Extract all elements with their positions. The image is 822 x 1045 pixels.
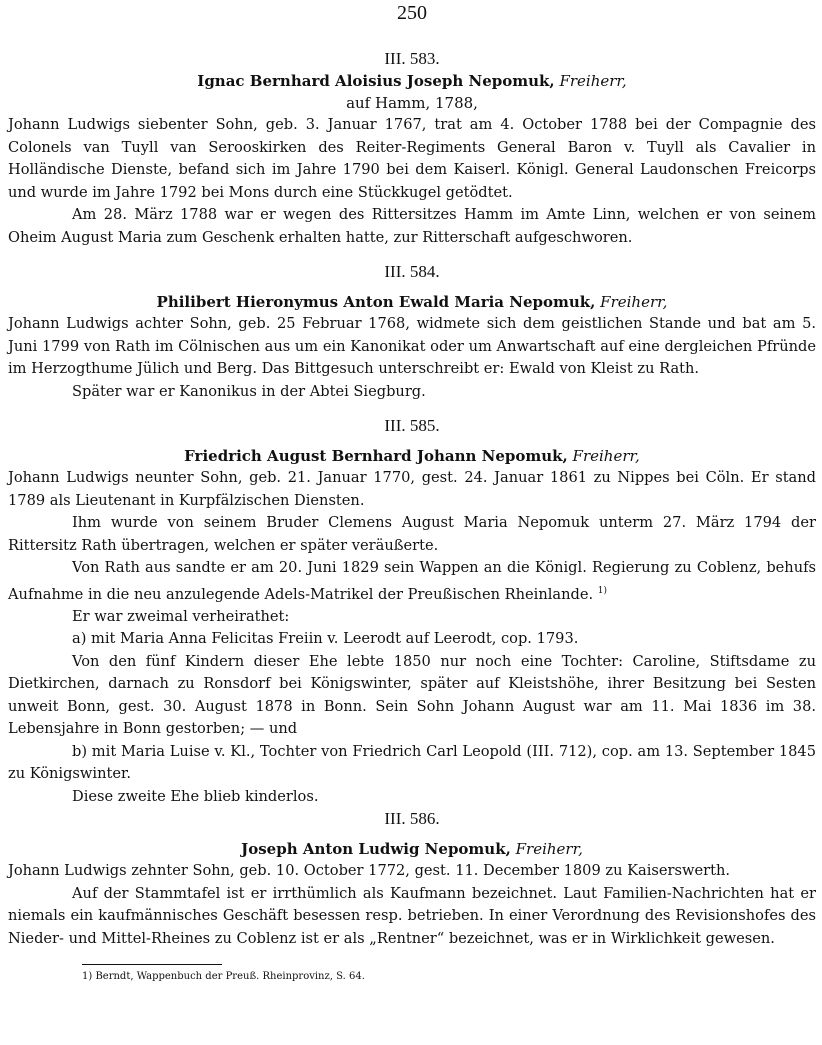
entry-name <box>8 291 816 313</box>
paragraph: Diese zweite Ehe blieb kinderlos. <box>72 787 319 805</box>
entry-number: III. 584. <box>384 262 440 281</box>
entry-583 <box>8 48 816 249</box>
entry-name-text: Joseph Anton Ludwig Nepomuk, <box>241 840 511 859</box>
entry-title: Freiherr, <box>515 840 583 859</box>
entry-title: Freiherr, <box>600 293 668 311</box>
document-page <box>8 0 816 983</box>
paragraph: Am 28. März 1788 war er wegen des Rittersitzes Hamm im Amte Linn, welchen er von seinem Oheim August Maria zum Geschenk erhalten hatte, zur Ritterschaft aufgeschworen. <box>8 206 816 246</box>
paragraph: a) mit Maria Anna Felicitas Freiin v. Leerodt auf Leerodt, cop. 1793. <box>72 630 579 648</box>
entry-name <box>8 838 816 860</box>
paragraph: Von den fünf Kindern dieser Ehe lebte 1850 nur noch eine Tochter: Caroline, Stiftsdame zu Dietkirchen, darnach zu Ronsdorf bei Königswinter, später auf Kleistshöhe, ihrer Besitzung bei Sesten unweit Bonn, gest. 30. August 1878 in Bonn. Sein Sohn Johann August war am 11. Mai 1836 im 38. Lebensjahre in Bonn gestorben; — und <box>8 652 816 738</box>
entry-585 <box>8 415 816 808</box>
paragraph: Johann Ludwigs siebenter Sohn, geb. 3. Januar 1767, trat am 4. October 1788 bei der Compagnie des Colonels van Tuyll van Serooskirken des Reiter-Regiments General Baron v. Tuyll als Cavalier in Holländische Dienste, befand sich im Jahre 1790 bei dem Kaiserl. Königl. General Laudonschen Freicorps und wurde im Jahre 1792 bei Mons durch eine Stückkugel getödtet. <box>8 116 816 201</box>
paragraph: b) mit Maria Luise v. Kl., Tochter von Friedrich Carl Leopold (III. 712), cop. am 13. September 1845 zu Königswinter. <box>8 742 816 783</box>
entry-name-text: Ignac Bernhard Aloisius Joseph Nepomuk, <box>197 72 555 90</box>
paragraph: Er war zweimal verheirathet: <box>72 607 290 625</box>
paragraph: Ihm wurde von seinem Bruder Clemens August Maria Nepomuk unterm 27. März 1794 der Rittersitz Rath übertragen, welchen er später veräußerte. <box>8 514 816 554</box>
entry-584 <box>8 261 816 403</box>
paragraph <box>8 557 816 606</box>
page-number: 250 <box>397 2 427 24</box>
entry-name <box>8 445 816 467</box>
paragraph-text: Von Rath aus sandte er am 20. Juni 1829 sein Wappen an die Königl. Regierung zu Coblenz, behufs Aufnahme in die neu anzulegende Adels-Matrikel der Preußischen Rheinlande. <box>8 559 816 603</box>
entry-title: Freiherr, <box>559 72 627 90</box>
footnote-divider <box>82 964 222 965</box>
entry-586 <box>8 808 816 950</box>
paragraph: Johann Ludwigs achter Sohn, geb. 25 Februar 1768, widmete sich dem geistlichen Stande und bat am 5. Juni 1799 von Rath im Cölnischen aus um ein Kanonikat oder um Anwartschaft auf eine dergleichen Pfründe im Herzogthume Jülich und Berg. Das Bittgesuch unterschreibt er: Ewald von Kleist zu Rath. <box>8 315 816 377</box>
entry-number: III. 586. <box>384 809 440 829</box>
paragraph: Johann Ludwigs zehnter Sohn, geb. 10. October 1772, gest. 11. December 1809 zu Kaiserswerth. <box>8 862 730 880</box>
entry-place: auf Hamm, 1788, <box>346 94 478 112</box>
entry-name <box>8 70 816 92</box>
entry-number: III. 585. <box>384 416 440 435</box>
entry-title: Freiherr, <box>572 447 640 465</box>
paragraph: Johann Ludwigs neunter Sohn, geb. 21. Januar 1770, gest. 24. Januar 1861 zu Nippes bei Cöln. Er stand 1789 als Lieutenant in Kurpfälzischen Diensten. <box>8 469 816 509</box>
entry-number: III. 583. <box>384 49 440 68</box>
footnote-ref: 1) <box>597 585 607 596</box>
entry-name-text: Philibert Hieronymus Anton Ewald Maria Nepomuk, <box>156 293 596 311</box>
paragraph: Später war er Kanonikus in der Abtei Siegburg. <box>72 382 426 400</box>
footnote: 1) Berndt, Wappenbuch der Preuß. Rheinprovinz, S. 64. <box>82 971 365 983</box>
paragraph: Auf der Stammtafel ist er irrthümlich als Kaufmann bezeichnet. Laut Familien-Nachrichten hat er niemals ein kaufmännisches Geschäft besessen resp. betrieben. In einer Verordnung des Revisionshofes des Nieder- und Mittel-Rheines zu Coblenz ist er als „Rentner“ bezeichnet, was er in Wirklichkeit gewesen. <box>8 884 816 947</box>
entry-name-text: Friedrich August Bernhard Johann Nepomuk, <box>184 447 568 465</box>
